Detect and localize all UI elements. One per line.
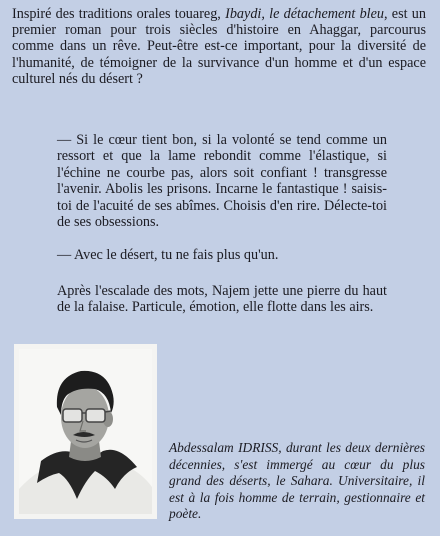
- excerpt-quote-1: — Si le cœur tient bon, si la volonté se tend comme un ressort et que la lame rebondit comme l'élastique, si l'échine ne courbe pas, alors soit confiant ! transgresse l'avenir. Abolis les prisons. Incarne le fantastique ! saisis-toi de l'acuité de ses abîmes. Choisis d'en rire. Délecte-toi de ses obsessions.: [57, 132, 387, 231]
- author-photo: [14, 344, 157, 519]
- book-title: Ibaydi, le détachement bleu: [225, 6, 384, 22]
- author-bio: Abdessalam IDRISS, durant les deux dernières décennies, s'est immergé au cœur du plus grand des déserts, le Sahara. Universitaire, il est à la fois homme de terrain, gestionnaire et poète.: [169, 440, 425, 521]
- excerpt-quote-2: — Avec le désert, tu ne fais plus qu'un.: [57, 247, 279, 264]
- intro-paragraph: [12, 6, 426, 87]
- book-excerpt: [57, 132, 387, 333]
- excerpt-narration: Après l'escalade des mots, Najem jette une pierre du haut de la falaise. Particule, émotion, elle flotte dans les airs.: [57, 282, 387, 316]
- intro-lead-text: Inspiré des traditions orales touareg,: [12, 6, 226, 22]
- author-portrait-image: [19, 349, 152, 514]
- intro-body-text: , est un premier roman pour trois siècles d'histoire en Ahaggar, parcourus comme dans un rêve. Peut-être est-ce important, pour la diversité de l'humanité, de témoigner de la survivance d'un homme et d'un espace culturel nés du désert ?: [12, 6, 426, 87]
